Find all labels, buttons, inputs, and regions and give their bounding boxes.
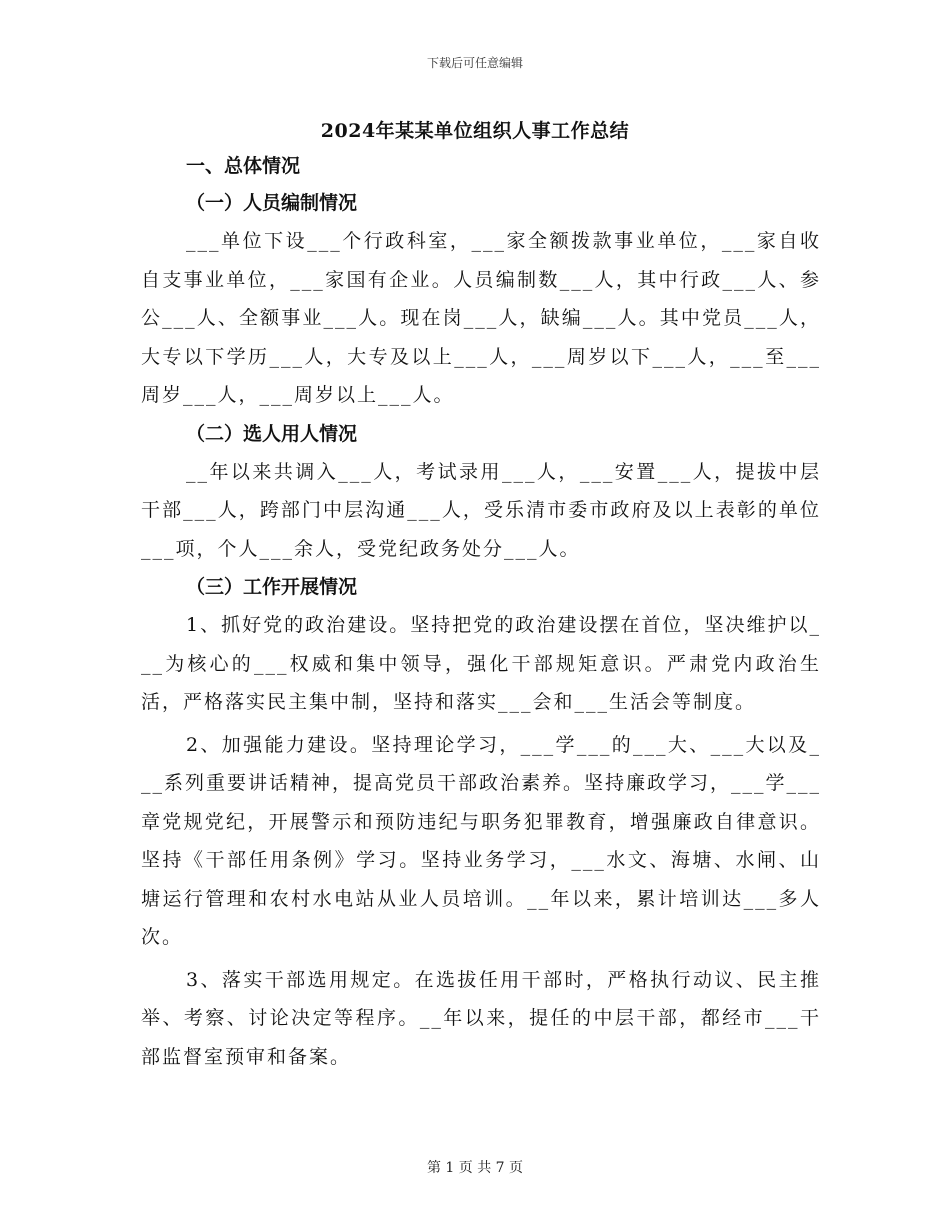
list-item-capacity-building: 2、加强能力建设。坚持理论学习，___学___的___大、___大以及___系列重要讲话精神，提高党员干部政治素养。坚持廉政学习，___学___章党规党纪，开展警示和预防违纪与职务犯罪教育，增强廉政自律意识。坚持《干部任用条例》学习。坚持业务学习，___水文、海塘、水闸、山塘运行管理和农村水电站从业人员培训。__年以来，累计培训达___多人次。 bbox=[141, 733, 822, 948]
header-note: 下载后可任意编辑 bbox=[426, 56, 523, 70]
section-heading-overview: 一、总体情况 bbox=[186, 155, 301, 177]
page-indicator: 第 1 页 共 7 页 bbox=[426, 1160, 524, 1176]
subsection-heading-selection: （二）选人用人情况 bbox=[186, 422, 358, 445]
subsection-heading-work: （三）工作开展情况 bbox=[186, 576, 358, 598]
document-title: 2024年某某单位组织人事工作总结 bbox=[320, 120, 630, 142]
list-item-cadre-selection: 3、落实干部选用规定。在选拔任用干部时，严格执行动议、民主推举、考察、讨论决定等程序。__年以来，提任的中层干部，都经市___干部监督室预审和备案。 bbox=[141, 968, 821, 1068]
paragraph-selection: __年以来共调入___人，考试录用___人，___安置___人，提拔中层干部___人，跨部门中层沟通___人，受乐清市委市政府及以上表彰的单位___项，个人___余人，受党纪政务处分___人。 bbox=[141, 460, 821, 560]
list-item-political-building: 1、抓好党的政治建设。坚持把党的政治建设摆在首位，坚决维护以___为核心的___权威和集中领导，强化干部规矩意识。严肃党内政治生活，严格落实民主集中制，坚持和落实___会和___生活会等制度。 bbox=[141, 614, 821, 713]
subsection-heading-staffing: （一）人员编制情况 bbox=[186, 192, 358, 214]
document-body bbox=[141, 148, 821, 1080]
paragraph-staffing: ___单位下设___个行政科室，___家全额拨款事业单位，___家自收自支事业单位，___家国有企业。人员编制数___人，其中行政___人、参公___人、全额事业___人。现在岗___人，缺编___人。其中党员___人，大专以下学历___人，大专及以上___人，___周岁以下___人，___至___周岁___人，___周岁以上___人。 bbox=[141, 230, 821, 406]
